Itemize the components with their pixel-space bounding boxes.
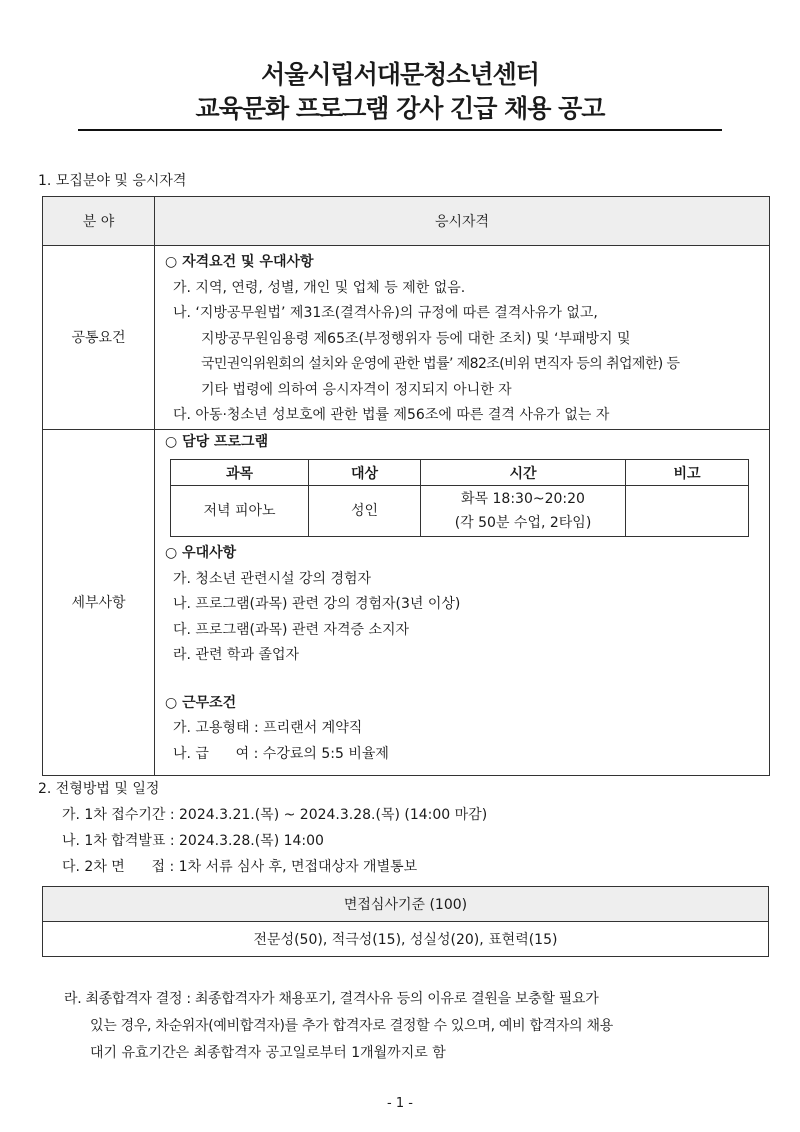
schedule-item: 가. 1차 접수기간 : 2024.3.21.(목) ~ 2024.3.28.(목) (14:00 마감) — [62, 807, 488, 823]
program-subject: 저녁 피아노 — [171, 486, 309, 537]
qualification-table — [42, 196, 770, 776]
title-organization: 서울시립서대문청소년센터 — [261, 60, 539, 89]
section1-heading: 1. 모집분야 및 응시자격 — [38, 173, 187, 189]
program-table — [170, 459, 749, 537]
program-header-note: 비고 — [626, 460, 749, 486]
program-time-days: 화목 18:30~20:20 — [461, 491, 585, 507]
interview-criteria-table — [42, 886, 769, 957]
table-row — [171, 486, 749, 537]
common-line: 다. 아동·청소년 성보호에 관한 법률 제56조에 따른 결격 사유가 없는 자 — [173, 407, 610, 423]
preference-heading: ○ 우대사항 — [165, 545, 237, 561]
program-header-subject: 과목 — [171, 460, 309, 486]
criteria-header: 면접심사기준 (100) — [43, 887, 769, 922]
preference-item: 가. 청소년 관련시설 강의 경험자 — [173, 570, 372, 587]
common-line: 기타 법령에 의하여 응시자격이 정지되지 아니한 자 — [201, 381, 512, 398]
preference-item: 다. 프로그램(과목) 관련 자격증 소지자 — [173, 621, 410, 638]
program-header-time: 시간 — [421, 460, 626, 486]
program-header-target: 대상 — [309, 460, 421, 486]
program-target: 성인 — [309, 486, 421, 537]
preference-item: 라. 관련 학과 졸업자 — [173, 647, 299, 663]
title-announcement: 교육문화 프로그램 강사 긴급 채용 공고 — [195, 94, 605, 123]
category-detail: 세부사항 — [43, 429, 155, 775]
spacer — [165, 669, 759, 691]
program-time — [421, 486, 626, 537]
final-line: 라. 최종합격자 결정 : 최종합격자가 채용포기, 결격사유 등의 이유로 결원을 보충할 필요가 — [64, 991, 599, 1007]
page-number: - 1 - — [387, 1096, 413, 1111]
document-title — [0, 58, 800, 126]
program-time-detail: (각 50분 수업, 2타임) — [454, 515, 592, 531]
final-decision — [64, 986, 764, 1067]
conditions-heading: ○ 근무조건 — [165, 694, 237, 711]
preference-item: 나. 프로그램(과목) 관련 강의 경험자(3년 이상) — [173, 596, 461, 612]
program-note — [626, 486, 749, 537]
common-line: 국민권익위원회의 설치와 운영에 관한 법률’ 제82조(비위 면직자 등의 취업제한) 등 — [201, 356, 680, 372]
program-heading: ○ 담당 프로그램 — [165, 433, 269, 450]
criteria-value: 전문성(50), 적극성(15), 성실성(20), 표현력(15) — [43, 922, 769, 957]
final-line: 있는 경우, 차순위자(예비합격자)를 추가 합격자로 결정할 수 있으며, 예비 합격자의 채용 — [90, 1018, 613, 1034]
common-requirements-cell — [155, 246, 770, 430]
common-line: 나. ‘지방공무원법’ 제31조(결격사유)의 규정에 따른 결격사유가 없고, — [173, 305, 598, 321]
schedule-item: 나. 1차 합격발표 : 2024.3.28.(목) 14:00 — [62, 833, 324, 849]
schedule-item: 다. 2차 면 접 : 1차 서류 심사 후, 면접대상자 개별통보 — [62, 859, 418, 875]
category-common: 공통요건 — [43, 246, 155, 430]
condition-item: 나. 급 여 : 수강료의 5:5 비율제 — [173, 745, 389, 762]
header-qualification: 응시자격 — [155, 197, 770, 246]
section2 — [38, 776, 487, 880]
detail-cell — [155, 429, 770, 775]
common-line: 가. 지역, 연령, 성별, 개인 및 업체 등 제한 없음. — [173, 279, 466, 296]
final-line: 대기 유효기간은 최종합격자 공고일로부터 1개월까지로 함 — [90, 1045, 446, 1061]
common-line: 지방공무원임용령 제65조(부정행위자 등에 대한 조치) 및 ‘부패방지 및 — [201, 330, 631, 347]
title-underline — [78, 129, 722, 131]
section2-heading: 2. 전형방법 및 일정 — [38, 781, 160, 797]
header-field: 분 야 — [43, 197, 155, 246]
common-heading: ○ 자격요건 및 우대사항 — [165, 254, 314, 270]
condition-item: 가. 고용형태 : 프리랜서 계약직 — [173, 720, 363, 736]
